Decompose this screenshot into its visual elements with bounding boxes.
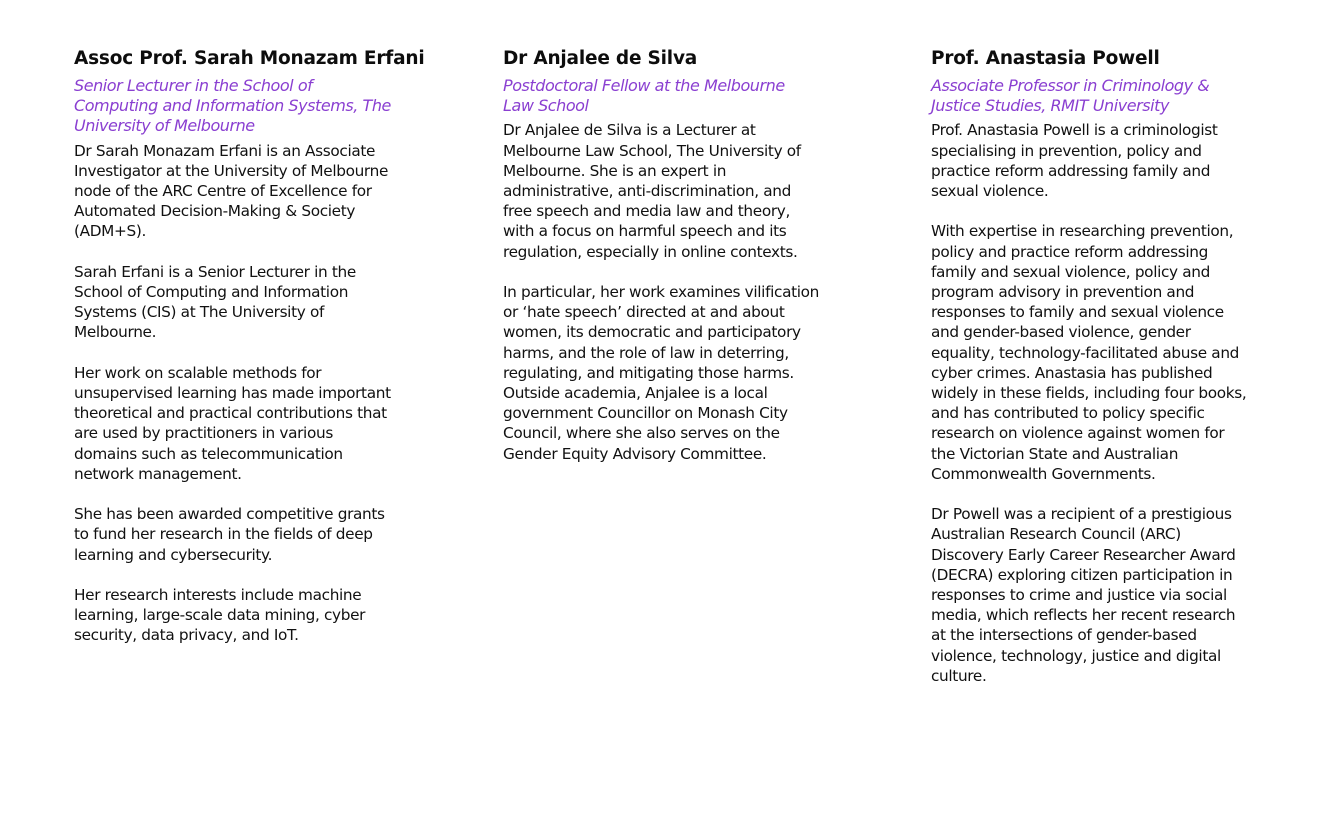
profile-card-erfani bbox=[74, 46, 425, 666]
bio-paragraph: Dr Anjalee de Silva is a Lecturer at Melbourne Law School, The University of Melbourne. She is an expert in administrative, anti-discrimination, and free speech and media law and theory, with a focus on harmful speech and its regulation, especially in online contexts. bbox=[503, 121, 801, 261]
profile-bio bbox=[931, 120, 1249, 686]
bio-paragraph: With expertise in researching prevention, policy and practice reform addressing family and sexual violence, policy and program advisory in prevention and responses to family and sexual violence and gender-based violence, gender equality, technology-facilitated abuse and cyber crimes. Anastasia has published widely in these fields, including four books, and has contributed to policy specific research on violence against women for the Victorian State and Australian Commonwealth Governments. bbox=[931, 222, 1247, 483]
profile-name: Dr Anjalee de Silva bbox=[503, 48, 698, 69]
bio-paragraph: Dr Powell was a recipient of a prestigious Australian Research Council (ARC) Discovery Early Career Researcher Award (DECRA) exploring citizen participation in responses to crime and justice via social media, which reflects her recent research at the intersections of gender-based violence, technology, justice and digital culture. bbox=[931, 505, 1236, 685]
profile-role: Senior Lecturer in the School of Computing and Information Systems, The University of Melbourne bbox=[74, 76, 391, 136]
profile-role: Postdoctoral Fellow at the Melbourne Law School bbox=[503, 76, 785, 116]
profile-bio bbox=[503, 120, 821, 463]
bio-paragraph: She has been awarded competitive grants to fund her research in the fields of deep learning and cybersecurity. bbox=[74, 505, 385, 564]
bio-paragraph: Sarah Erfani is a Senior Lecturer in the School of Computing and Information Systems (CIS) at The University of Melbourne. bbox=[74, 262, 356, 342]
profile-name: Assoc Prof. Sarah Monazam Erfani bbox=[74, 48, 425, 69]
bio-paragraph: Her research interests include machine learning, large-scale data mining, cyber security, data privacy, and IoT. bbox=[74, 586, 366, 645]
profile-role: Associate Professor in Criminology & Justice Studies, RMIT University bbox=[931, 76, 1210, 116]
profile-bio bbox=[74, 141, 392, 646]
bio-paragraph: Prof. Anastasia Powell is a criminologist specialising in prevention, policy and practice reform addressing family and sexual violence. bbox=[931, 121, 1218, 201]
profile-card-de-silva bbox=[503, 46, 821, 484]
profile-card-powell bbox=[931, 46, 1249, 706]
profile-name: Prof. Anastasia Powell bbox=[931, 48, 1160, 69]
bio-paragraph: Her work on scalable methods for unsupervised learning has made important theoretical and practical contributions that are used by practitioners in various domains such as telecommunication network management. bbox=[74, 363, 391, 483]
bio-paragraph: In particular, her work examines vilification or ‘hate speech’ directed at and about women, its democratic and participatory harms, and the role of law in deterring, regulating, and mitigating those harms. Outside academia, Anjalee is a local government Councillor on Monash City Council, where she also serves on the Gender Equity Advisory Committee. bbox=[503, 283, 820, 463]
bio-paragraph: Dr Sarah Monazam Erfani is an Associate Investigator at the University of Melbourne node of the ARC Centre of Excellence for Automated Decision-Making & Society (ADM+S). bbox=[74, 141, 389, 241]
